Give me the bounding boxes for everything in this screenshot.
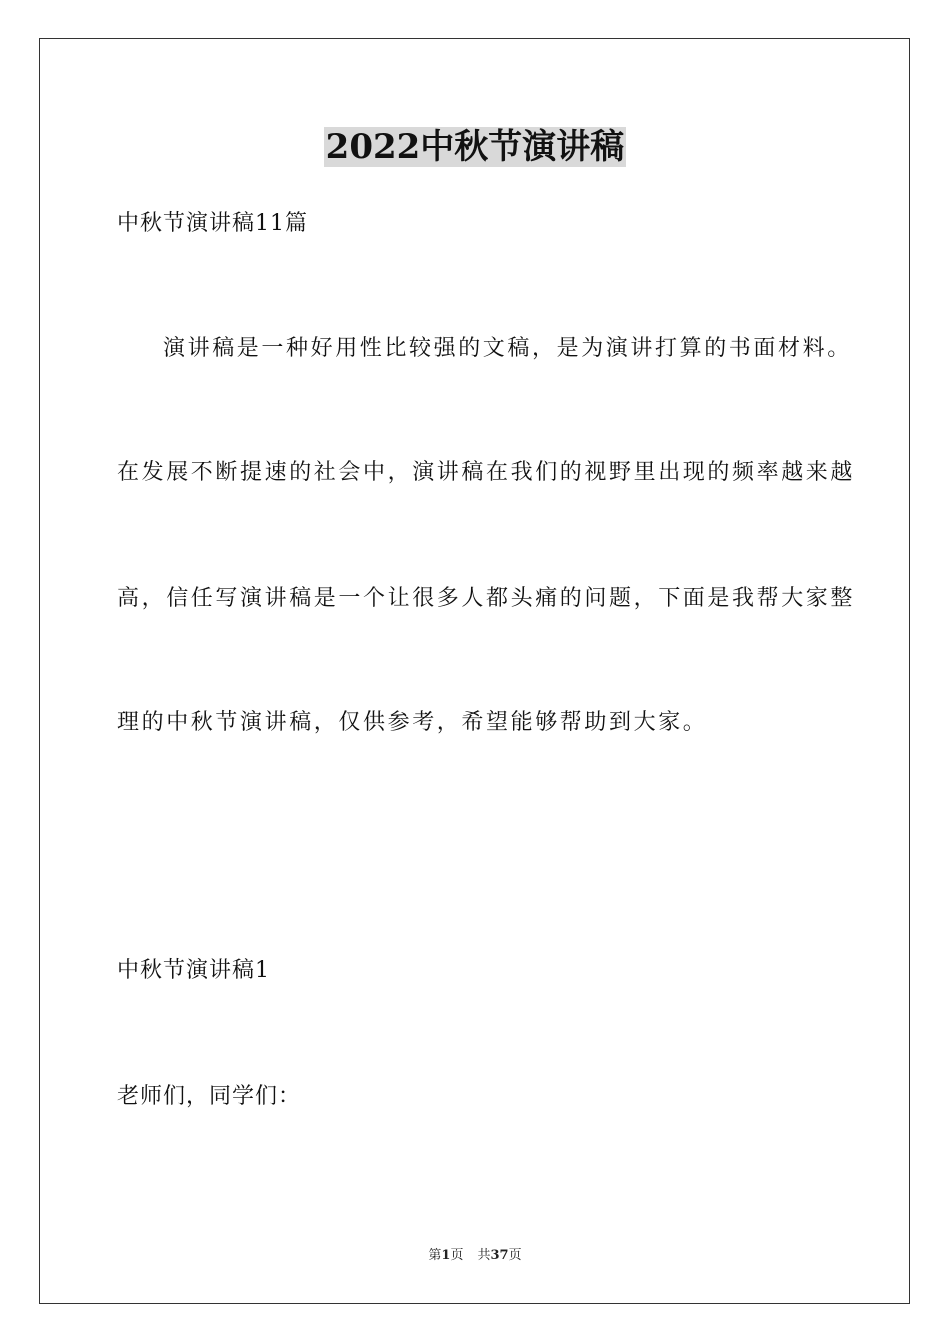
total-prefix: 共 — [477, 1248, 491, 1263]
intro-paragraph-line-4: 理的中秋节演讲稿，仅供参考，希望能够帮助到大家。 — [117, 710, 708, 735]
page-footer — [0, 1247, 950, 1265]
section-heading: 中秋节演讲稿1 — [117, 958, 270, 983]
page-prefix: 第 — [428, 1248, 442, 1263]
intro-paragraph-line-3: 高，信任写演讲稿是一个让很多人都头痛的问题，下面是我帮大家整 — [117, 586, 856, 611]
page-number: 1 — [441, 1248, 451, 1263]
document-title-text: 2022中秋节演讲稿 — [325, 127, 625, 167]
intro-paragraph-line-1: 演讲稿是一种好用性比较强的文稿，是为演讲打算的书面材料。 — [163, 336, 852, 361]
greeting-line: 老师们，同学们： — [117, 1084, 302, 1109]
intro-paragraph-line-2: 在发展不断提速的社会中，演讲稿在我们的视野里出现的频率越来越 — [117, 460, 856, 485]
document-subtitle: 中秋节演讲稿11篇 — [117, 211, 308, 236]
document-title — [0, 125, 950, 169]
page-suffix: 页 — [450, 1248, 464, 1263]
total-pages: 37 — [490, 1248, 509, 1263]
total-suffix: 页 — [508, 1248, 522, 1263]
